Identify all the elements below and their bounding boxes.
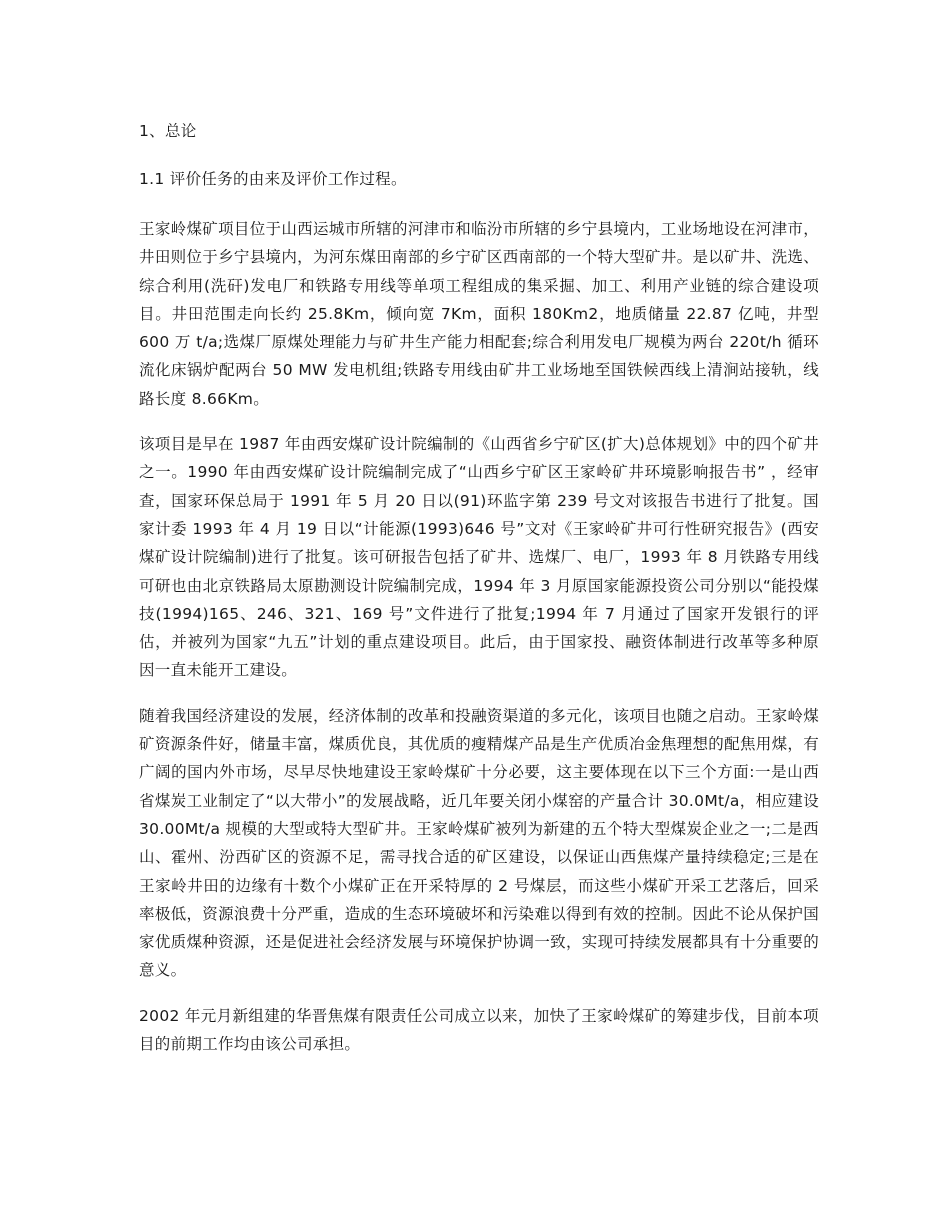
paragraph-company-responsibility: 2002 年元月新组建的华晋焦煤有限责任公司成立以来，加快了王家岭煤矿的筹建步伐，目前本项目的前期工作均由该公司承担。 (139, 1006, 819, 1054)
section-title: 1、总论 (139, 122, 197, 140)
document-body (139, 117, 819, 1075)
paragraph-project-necessity: 随着我国经济建设的发展，经济体制的改革和投融资渠道的多元化，该项目也随之启动。王家岭煤矿资源条件好，储量丰富，煤质优良，其优质的瘦精煤产品是生产优质冶金焦理想的配焦用煤，有广阔的国内外市场，尽早尽快地建设王家岭煤矿十分必要，这主要体现在以下三个方面:一是山西省煤炭工业制定了“以大带小”的发展战略，近几年要关闭小煤窑的产量合计 30.0Mt/a，相应建设 30.00Mt/a 规模的大型或特大型矿井。王家岭煤矿被列为新建的五个特大型煤炭企业之一;二是西山、霍州、汾西矿区的资源不足，需寻找合适的矿区建设，以保证山西焦煤产量持续稳定;三是在王家岭井田的边缘有十数个小煤矿正在开采特厚的 2 号煤层，而这些小煤矿开采工艺落后，回采率极低，资源浪费十分严重，造成的生态环境破坏和污染难以得到有效的控制。因此不论从保护国家优质煤种资源，还是促进社会经济发展与环境保护协调一致，实现可持续发展都具有十分重要的意义。 (139, 706, 819, 980)
subsection-title: 1.1 评价任务的由来及评价工作过程。 (139, 170, 407, 188)
paragraph-project-history: 该项目是早在 1987 年由西安煤矿设计院编制的《山西省乡宁矿区(扩大)总体规划》中的四个矿井之一。1990 年由西安煤矿设计院编制完成了“山西乡宁矿区王家岭矿井环境影响报告书” ，经审查，国家环保总局于 1991 年 5 月 20 日以(91)环监字第 239 号文对该报告书进行了批复。国家计委 1993 年 4 月 19 日以“计能源(1993)646 号”文对《王家岭矿井可行性研究报告》(西安煤矿设计院编制)进行了批复。该可研报告包括了矿井、选煤厂、电厂，1993 年 8 月铁路专用线可研也由北京铁路局太原勘测设计院编制完成，1994 年 3 月原国家能源投资公司分别以“能投煤技(1994)165、246、321、169 号”文件进行了批复;1994 年 7 月通过了国家开发银行的评估，并被列为国家“九五”计划的重点建设项目。此后，由于国家投、融资体制进行改革等多种原因一直未能开工建设。 (139, 435, 819, 680)
paragraph-project-overview: 王家岭煤矿项目位于山西运城市所辖的河津市和临汾市所辖的乡宁县境内，工业场地设在河津市，井田则位于乡宁县境内，为河东煤田南部的乡宁矿区西南部的一个特大型矿井。是以矿井、洗选、综合利用(洗矸)发电厂和铁路专用线等单项工程组成的集采掘、加工、利用产业链的综合建设项目。井田范围走向长约 25.8Km，倾向宽 7Km，面积 180Km2，地质储量 22.87 亿吨，井型 600 万 t/a;选煤厂原煤处理能力与矿井生产能力相配套;综合利用发电厂规模为两台 220t/h 循环流化床锅炉配两台 50 MW 发电机组;铁路专用线由矿井工业场地至国铁候西线上清涧站接轨，线路长度 8.66Km。 (139, 220, 819, 408)
